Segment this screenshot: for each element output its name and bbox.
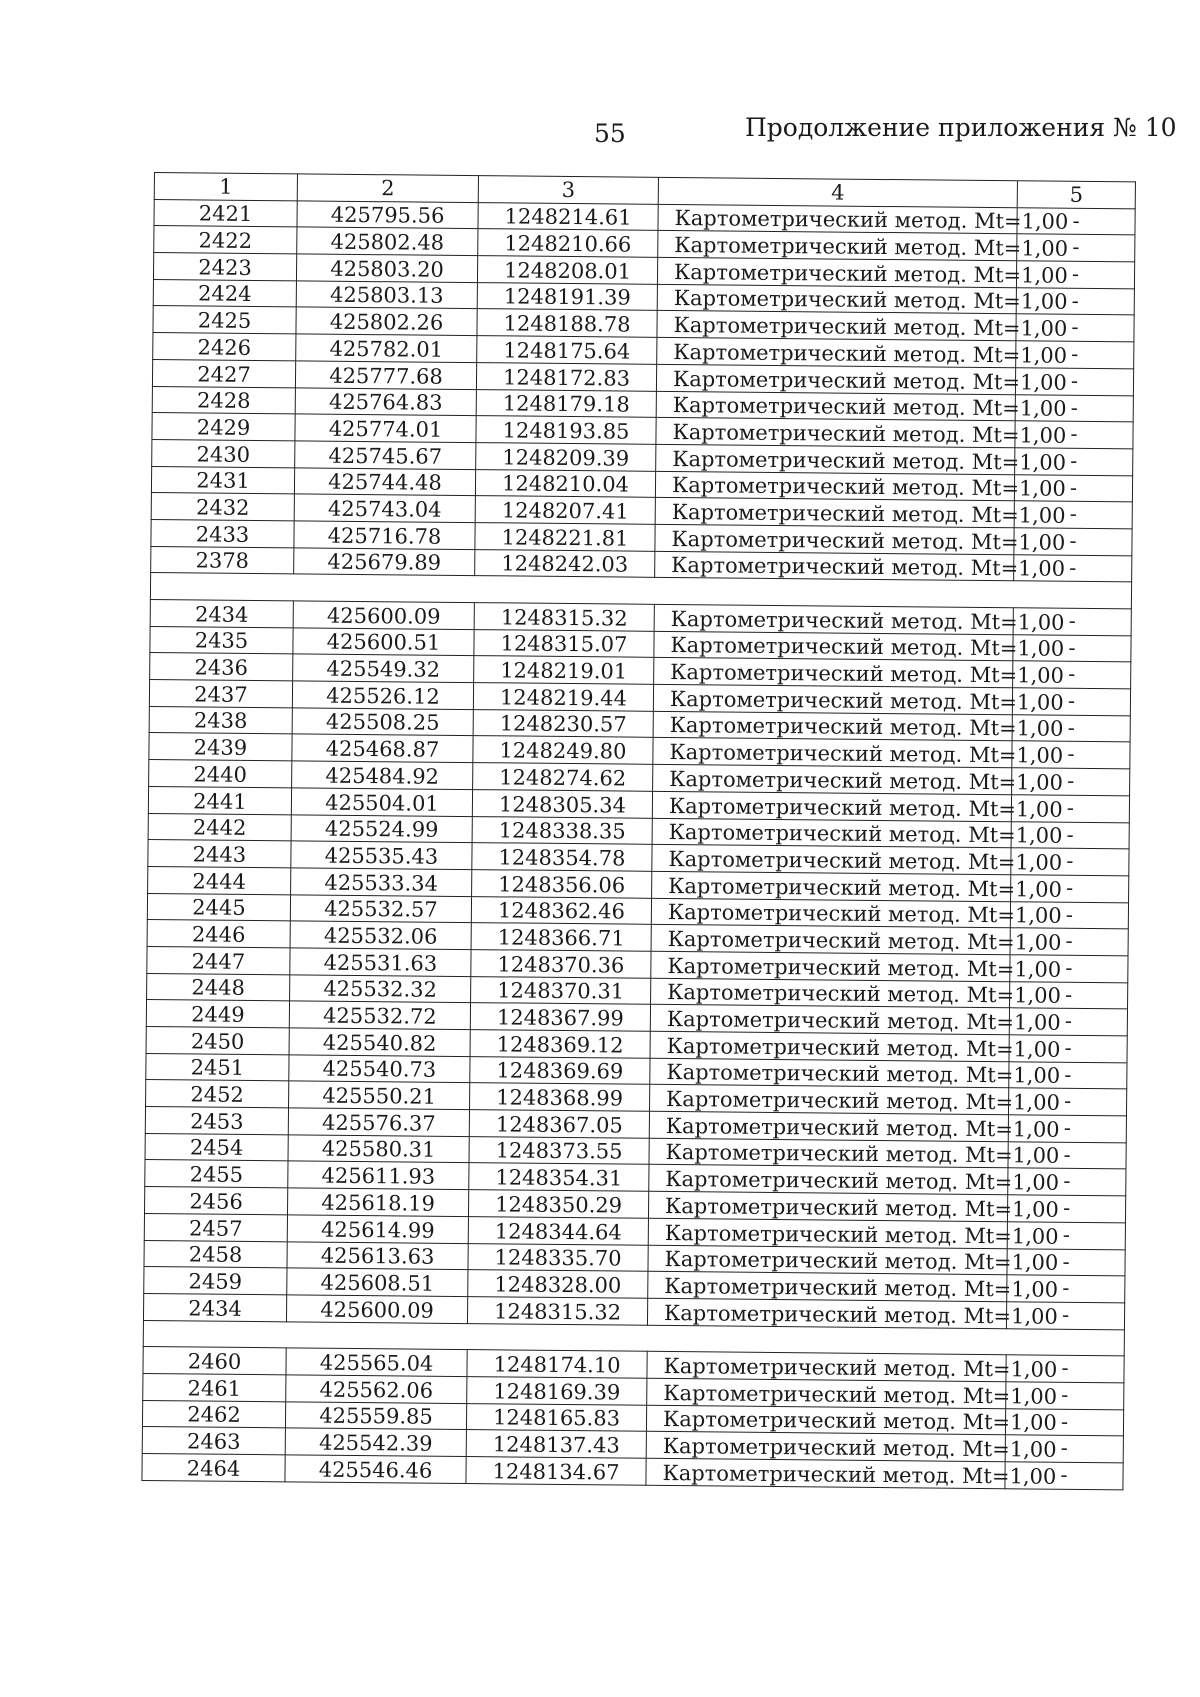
x-coordinate-cell: 425565.04 xyxy=(286,1348,467,1376)
method-cell: Картометрический метод. Mt=1,00 xyxy=(650,1031,1009,1061)
note-cell: - xyxy=(1012,715,1130,743)
x-coordinate-cell: 425614.99 xyxy=(287,1215,468,1243)
y-coordinate-cell: 1248335.70 xyxy=(468,1243,648,1271)
y-coordinate-cell: 1248369.69 xyxy=(470,1056,650,1084)
note-cell: - xyxy=(1015,368,1133,396)
x-coordinate-cell: 425508.25 xyxy=(292,708,473,736)
method-cell: Картометрический метод. Mt=1,00 xyxy=(655,524,1014,554)
method-cell: Картометрический метод. Mt=1,00 xyxy=(647,1378,1006,1408)
method-cell: Картометрический метод. Mt=1,00 xyxy=(647,1352,1006,1382)
point-number-cell: 2441 xyxy=(148,786,291,814)
note-cell: - xyxy=(1011,821,1129,849)
point-number-cell: 2423 xyxy=(153,253,296,281)
coordinates-table-body xyxy=(142,173,1136,1490)
point-number-cell: 2448 xyxy=(147,973,290,1001)
point-number-cell: 2421 xyxy=(154,199,297,227)
y-coordinate-cell: 1248221.81 xyxy=(475,523,655,551)
note-cell: - xyxy=(1012,768,1130,796)
method-cell: Картометрический метод. Mt=1,00 xyxy=(656,444,1015,474)
x-coordinate-cell: 425600.09 xyxy=(286,1295,467,1323)
method-cell: Картометрический метод. Mt=1,00 xyxy=(650,1005,1009,1035)
page-number: 55 xyxy=(594,119,626,148)
y-coordinate-cell: 1248249.80 xyxy=(473,736,653,764)
x-coordinate-cell: 425531.63 xyxy=(290,948,471,976)
method-cell: Картометрический метод. Mt=1,00 xyxy=(654,604,1013,634)
y-coordinate-cell: 1248328.00 xyxy=(468,1270,648,1298)
method-cell: Картометрический метод. Mt=1,00 xyxy=(656,418,1015,448)
note-cell: - xyxy=(1013,608,1131,636)
y-coordinate-cell: 1248305.34 xyxy=(472,789,652,817)
y-coordinate-cell: 1248134.67 xyxy=(466,1457,646,1485)
x-coordinate-cell: 425540.82 xyxy=(289,1028,470,1056)
y-coordinate-cell: 1248207.41 xyxy=(475,496,655,524)
note-cell: - xyxy=(1017,207,1135,235)
method-cell: Картометрический метод. Mt=1,00 xyxy=(649,1138,1008,1168)
point-number-cell: 2434 xyxy=(143,1293,286,1321)
point-number-cell: 2452 xyxy=(146,1080,289,1108)
x-coordinate-cell: 425611.93 xyxy=(288,1161,469,1189)
y-coordinate-cell: 1248368.99 xyxy=(470,1083,650,1111)
note-cell: - xyxy=(1008,1168,1126,1196)
note-cell: - xyxy=(1009,1061,1127,1089)
y-coordinate-cell: 1248356.06 xyxy=(472,869,652,897)
x-coordinate-cell: 425803.13 xyxy=(296,281,477,309)
x-coordinate-cell: 425744.48 xyxy=(294,467,475,495)
method-cell: Картометрический метод. Mt=1,00 xyxy=(651,925,1010,955)
method-cell: Картометрический метод. Mt=1,00 xyxy=(650,1085,1009,1115)
x-coordinate-cell: 425532.72 xyxy=(289,1001,470,1029)
method-cell: Картометрический метод. Mt=1,00 xyxy=(651,951,1010,981)
column-header: 2 xyxy=(297,174,478,202)
x-coordinate-cell: 425535.43 xyxy=(291,841,472,869)
note-cell: - xyxy=(1009,1035,1127,1063)
y-coordinate-cell: 1248210.66 xyxy=(478,229,658,257)
note-cell: - xyxy=(1013,634,1131,662)
x-coordinate-cell: 425542.39 xyxy=(285,1428,466,1456)
method-cell: Картометрический метод. Mt=1,00 xyxy=(649,1165,1008,1195)
method-cell: Картометрический метод. Mt=1,00 xyxy=(651,978,1010,1008)
note-cell: - xyxy=(1013,661,1131,689)
method-cell: Картометрический метод. Mt=1,00 xyxy=(652,871,1011,901)
y-coordinate-cell: 1248350.29 xyxy=(468,1190,648,1218)
point-number-cell: 2460 xyxy=(143,1347,286,1375)
point-number-cell: 2459 xyxy=(144,1267,287,1295)
note-cell: - xyxy=(1007,1275,1125,1303)
y-coordinate-cell: 1248174.10 xyxy=(467,1350,647,1378)
coordinates-table xyxy=(141,172,1136,1490)
y-coordinate-cell: 1248214.61 xyxy=(478,202,658,230)
note-cell: - xyxy=(1006,1355,1124,1383)
method-cell: Картометрический метод. Mt=1,00 xyxy=(650,1058,1009,1088)
y-coordinate-cell: 1248219.01 xyxy=(474,656,654,684)
method-cell: Картометрический метод. Mt=1,00 xyxy=(652,844,1011,874)
x-coordinate-cell: 425533.34 xyxy=(291,868,472,896)
point-number-cell: 2447 xyxy=(147,946,290,974)
x-coordinate-cell: 425550.21 xyxy=(289,1081,470,1109)
note-cell: - xyxy=(1010,901,1128,929)
y-coordinate-cell: 1248230.57 xyxy=(473,709,653,737)
x-coordinate-cell: 425600.51 xyxy=(293,628,474,656)
y-coordinate-cell: 1248137.43 xyxy=(466,1430,646,1458)
note-cell: - xyxy=(1012,688,1130,716)
note-cell: - xyxy=(1016,288,1134,316)
y-coordinate-cell: 1248179.18 xyxy=(476,389,656,417)
note-cell: - xyxy=(1017,234,1135,262)
point-number-cell: 2463 xyxy=(142,1427,285,1455)
point-number-cell: 2438 xyxy=(149,706,292,734)
x-coordinate-cell: 425777.68 xyxy=(295,361,476,389)
x-coordinate-cell: 425764.83 xyxy=(295,387,476,415)
y-coordinate-cell: 1248373.55 xyxy=(469,1136,649,1164)
point-number-cell: 2432 xyxy=(151,493,294,521)
note-cell: - xyxy=(1005,1408,1123,1436)
y-coordinate-cell: 1248274.62 xyxy=(473,763,653,791)
note-cell: - xyxy=(1015,394,1133,422)
method-cell: Картометрический метод. Mt=1,00 xyxy=(655,551,1014,581)
method-cell: Картометрический метод. Mt=1,00 xyxy=(653,711,1012,741)
note-cell: - xyxy=(1005,1462,1123,1490)
point-number-cell: 2449 xyxy=(146,1000,289,1028)
note-cell: - xyxy=(1006,1302,1124,1330)
y-coordinate-cell: 1248193.85 xyxy=(476,416,656,444)
note-cell: - xyxy=(1010,981,1128,1009)
point-number-cell: 2436 xyxy=(150,653,293,681)
method-cell: Картометрический метод. Mt=1,00 xyxy=(646,1458,1005,1488)
page-caption: Продолжение приложения № 10 xyxy=(745,113,1177,142)
note-cell: - xyxy=(1016,314,1134,342)
method-cell: Картометрический метод. Mt=1,00 xyxy=(647,1298,1006,1328)
note-cell: - xyxy=(1014,501,1132,529)
method-cell: Картометрический метод. Mt=1,00 xyxy=(655,498,1014,528)
y-coordinate-cell: 1248362.46 xyxy=(471,896,651,924)
note-cell: - xyxy=(1015,448,1133,476)
point-number-cell: 2464 xyxy=(142,1453,285,1481)
x-coordinate-cell: 425532.06 xyxy=(290,921,471,949)
method-cell: Картометрический метод. Mt=1,00 xyxy=(657,284,1016,314)
method-cell: Картометрический метод. Mt=1,00 xyxy=(655,471,1014,501)
method-cell: Картометрический метод. Mt=1,00 xyxy=(653,684,1012,714)
method-cell: Картометрический метод. Mt=1,00 xyxy=(656,391,1015,421)
y-coordinate-cell: 1248209.39 xyxy=(476,442,656,470)
y-coordinate-cell: 1248338.35 xyxy=(472,816,652,844)
y-coordinate-cell: 1248369.12 xyxy=(470,1030,650,1058)
y-coordinate-cell: 1248370.36 xyxy=(471,950,651,978)
y-coordinate-cell: 1248354.78 xyxy=(472,843,652,871)
method-cell: Картометрический метод. Mt=1,00 xyxy=(646,1432,1005,1462)
x-coordinate-cell: 425562.06 xyxy=(286,1375,467,1403)
method-cell: Картометрический метод. Mt=1,00 xyxy=(657,257,1016,287)
x-coordinate-cell: 425745.67 xyxy=(295,441,476,469)
note-cell: - xyxy=(1011,848,1129,876)
method-cell: Картометрический метод. Mt=1,00 xyxy=(654,631,1013,661)
x-coordinate-cell: 425532.32 xyxy=(290,974,471,1002)
point-number-cell: 2431 xyxy=(151,466,294,494)
note-cell: - xyxy=(1007,1248,1125,1276)
y-coordinate-cell: 1248315.32 xyxy=(467,1296,647,1324)
point-number-cell: 2430 xyxy=(152,439,295,467)
x-coordinate-cell: 425608.51 xyxy=(287,1268,468,1296)
point-number-cell: 2462 xyxy=(142,1400,285,1428)
note-cell: - xyxy=(1015,421,1133,449)
x-coordinate-cell: 425774.01 xyxy=(295,414,476,442)
method-cell: Картометрический метод. Mt=1,00 xyxy=(656,364,1015,394)
point-number-cell: 2446 xyxy=(147,920,290,948)
method-cell: Картометрический метод. Mt=1,00 xyxy=(652,791,1011,821)
method-cell: Картометрический метод. Mt=1,00 xyxy=(654,658,1013,688)
note-cell: - xyxy=(1011,795,1129,823)
note-cell: - xyxy=(1006,1382,1124,1410)
y-coordinate-cell: 1248208.01 xyxy=(477,256,657,284)
note-cell: - xyxy=(1009,1008,1127,1036)
point-number-cell: 2378 xyxy=(151,546,294,574)
point-number-cell: 2434 xyxy=(150,599,293,627)
point-number-cell: 2435 xyxy=(150,626,293,654)
method-cell: Картометрический метод. Mt=1,00 xyxy=(657,311,1016,341)
point-number-cell: 2450 xyxy=(146,1026,289,1054)
method-cell: Картометрический метод. Mt=1,00 xyxy=(653,764,1012,794)
point-number-cell: 2426 xyxy=(153,333,296,361)
x-coordinate-cell: 425803.20 xyxy=(296,254,477,282)
point-number-cell: 2444 xyxy=(148,866,291,894)
note-cell: - xyxy=(1005,1435,1123,1463)
note-cell: - xyxy=(1008,1141,1126,1169)
x-coordinate-cell: 425504.01 xyxy=(291,788,472,816)
y-coordinate-cell: 1248191.39 xyxy=(477,282,657,310)
y-coordinate-cell: 1248366.71 xyxy=(471,923,651,951)
x-coordinate-cell: 425802.48 xyxy=(297,227,478,255)
y-coordinate-cell: 1248315.07 xyxy=(474,629,654,657)
x-coordinate-cell: 425613.63 xyxy=(287,1241,468,1269)
point-number-cell: 2437 xyxy=(149,680,292,708)
note-cell: - xyxy=(1008,1088,1126,1116)
point-number-cell: 2451 xyxy=(146,1053,289,1081)
y-coordinate-cell: 1248315.32 xyxy=(474,603,654,631)
x-coordinate-cell: 425795.56 xyxy=(297,201,478,229)
y-coordinate-cell: 1248367.05 xyxy=(469,1110,649,1138)
x-coordinate-cell: 425524.99 xyxy=(291,814,472,842)
point-number-cell: 2461 xyxy=(143,1373,286,1401)
x-coordinate-cell: 425540.73 xyxy=(289,1055,470,1083)
method-cell: Картометрический метод. Mt=1,00 xyxy=(646,1405,1005,1435)
method-cell: Картометрический метод. Mt=1,00 xyxy=(658,204,1017,234)
point-number-cell: 2443 xyxy=(148,840,291,868)
x-coordinate-cell: 425600.09 xyxy=(293,601,474,629)
method-cell: Картометрический метод. Mt=1,00 xyxy=(652,818,1011,848)
point-number-cell: 2433 xyxy=(151,519,294,547)
y-coordinate-cell: 1248370.31 xyxy=(471,976,651,1004)
note-cell: - xyxy=(1010,928,1128,956)
method-cell: Картометрический метод. Mt=1,00 xyxy=(648,1245,1007,1275)
point-number-cell: 2424 xyxy=(153,279,296,307)
x-coordinate-cell: 425679.89 xyxy=(294,547,475,575)
y-coordinate-cell: 1248344.64 xyxy=(468,1216,648,1244)
x-coordinate-cell: 425559.85 xyxy=(285,1401,466,1429)
column-header: 4 xyxy=(658,177,1017,207)
note-cell: - xyxy=(1014,474,1132,502)
point-number-cell: 2442 xyxy=(148,813,291,841)
x-coordinate-cell: 425716.78 xyxy=(294,521,475,549)
x-coordinate-cell: 425549.32 xyxy=(293,654,474,682)
point-number-cell: 2454 xyxy=(145,1133,288,1161)
point-number-cell: 2427 xyxy=(152,359,295,387)
method-cell: Картометрический метод. Mt=1,00 xyxy=(657,337,1016,367)
note-cell: - xyxy=(1014,554,1132,582)
method-cell: Картометрический метод. Mt=1,00 xyxy=(651,898,1010,928)
y-coordinate-cell: 1248169.39 xyxy=(467,1376,647,1404)
method-cell: Картометрический метод. Mt=1,00 xyxy=(648,1218,1007,1248)
note-cell: - xyxy=(1008,1115,1126,1143)
x-coordinate-cell: 425782.01 xyxy=(296,334,477,362)
x-coordinate-cell: 425802.26 xyxy=(296,307,477,335)
point-number-cell: 2457 xyxy=(144,1213,287,1241)
point-number-cell: 2458 xyxy=(144,1240,287,1268)
y-coordinate-cell: 1248172.83 xyxy=(476,362,656,390)
point-number-cell: 2456 xyxy=(145,1187,288,1215)
method-cell: Картометрический метод. Mt=1,00 xyxy=(658,231,1017,261)
column-header: 1 xyxy=(154,173,297,201)
x-coordinate-cell: 425546.46 xyxy=(285,1455,466,1483)
point-number-cell: 2422 xyxy=(154,226,297,254)
y-coordinate-cell: 1248165.83 xyxy=(466,1403,646,1431)
column-header: 5 xyxy=(1017,181,1135,209)
method-cell: Картометрический метод. Mt=1,00 xyxy=(648,1271,1007,1301)
x-coordinate-cell: 425618.19 xyxy=(287,1188,468,1216)
y-coordinate-cell: 1248242.03 xyxy=(475,549,655,577)
y-coordinate-cell: 1248188.78 xyxy=(477,309,657,337)
y-coordinate-cell: 1248210.04 xyxy=(475,469,655,497)
y-coordinate-cell: 1248354.31 xyxy=(469,1163,649,1191)
column-header: 3 xyxy=(478,176,658,204)
note-cell: - xyxy=(1011,875,1129,903)
x-coordinate-cell: 425484.92 xyxy=(292,761,473,789)
note-cell: - xyxy=(1016,261,1134,289)
x-coordinate-cell: 425576.37 xyxy=(288,1108,469,1136)
point-number-cell: 2439 xyxy=(149,733,292,761)
point-number-cell: 2445 xyxy=(147,893,290,921)
x-coordinate-cell: 425743.04 xyxy=(294,494,475,522)
x-coordinate-cell: 425526.12 xyxy=(292,681,473,709)
note-cell: - xyxy=(1007,1222,1125,1250)
note-cell: - xyxy=(1010,955,1128,983)
y-coordinate-cell: 1248175.64 xyxy=(477,336,657,364)
x-coordinate-cell: 425580.31 xyxy=(288,1135,469,1163)
point-number-cell: 2453 xyxy=(145,1107,288,1135)
note-cell: - xyxy=(1016,341,1134,369)
point-number-cell: 2428 xyxy=(152,386,295,414)
point-number-cell: 2440 xyxy=(149,760,292,788)
y-coordinate-cell: 1248219.44 xyxy=(473,683,653,711)
point-number-cell: 2455 xyxy=(145,1160,288,1188)
method-cell: Картометрический метод. Mt=1,00 xyxy=(649,1111,1008,1141)
note-cell: - xyxy=(1007,1195,1125,1223)
note-cell: - xyxy=(1014,528,1132,556)
method-cell: Картометрический метод. Mt=1,00 xyxy=(653,738,1012,768)
method-cell: Картометрический метод. Mt=1,00 xyxy=(648,1191,1007,1221)
y-coordinate-cell: 1248367.99 xyxy=(470,1003,650,1031)
point-number-cell: 2429 xyxy=(152,413,295,441)
note-cell: - xyxy=(1012,741,1130,769)
x-coordinate-cell: 425468.87 xyxy=(292,734,473,762)
x-coordinate-cell: 425532.57 xyxy=(290,894,471,922)
point-number-cell: 2425 xyxy=(153,306,296,334)
